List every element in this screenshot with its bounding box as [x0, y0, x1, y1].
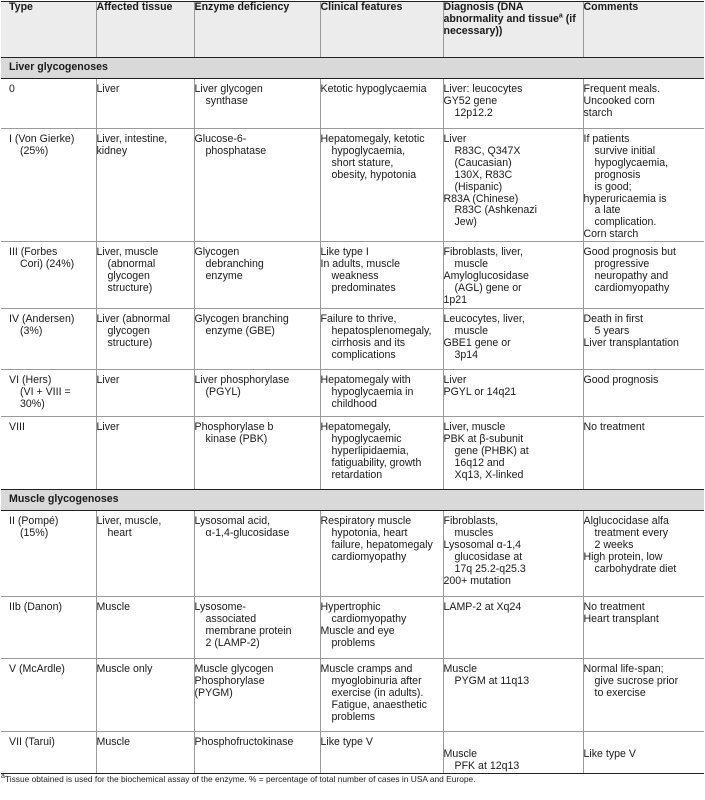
cell-line: (3%)	[20, 325, 43, 338]
cell-line: Amyloglucosidase	[443, 269, 529, 282]
cell-line: debranching	[205, 258, 264, 271]
section-title-muscle: Muscle glycogenoses	[1, 490, 704, 511]
clinical-cell	[320, 511, 443, 597]
cell-line: Fatigue, anaesthetic	[331, 698, 427, 711]
cell-line: 12p12.2	[454, 106, 493, 119]
cell-line: Phosphofructokinase	[194, 736, 294, 749]
cell-line: 0	[9, 83, 15, 95]
comments-cell	[583, 417, 704, 490]
type-cell	[1, 242, 96, 309]
cell-line: Hepatomegaly,	[320, 421, 391, 434]
cell-line: prognosis	[594, 168, 641, 181]
enzyme-cell	[194, 417, 320, 490]
cell-line: VII (Tarui)	[9, 736, 55, 749]
cell-line: PGYL or 14q21	[443, 386, 517, 399]
enzyme-cell	[194, 79, 320, 129]
cell-line: High protein, low	[583, 550, 663, 563]
cell-line: exercise (in adults).	[331, 686, 424, 699]
cell-line: Lysosomal acid,	[194, 515, 271, 528]
cell-line: Glycogen	[194, 246, 240, 259]
cell-line: failure, hepatomegaly	[331, 538, 433, 551]
clinical-cell	[320, 129, 443, 242]
cell-line: Failure to thrive,	[320, 313, 397, 326]
cell-line: Muscle cramps and	[320, 663, 413, 676]
cell-line: problems	[331, 710, 376, 723]
enzyme-cell	[194, 659, 320, 732]
cell-line: Like type I	[320, 246, 369, 259]
cell-line: PYGM at 11q13	[454, 675, 530, 688]
tissue-cell	[96, 732, 194, 774]
cell-line: heart	[107, 527, 132, 540]
cell-line: Hypertrophic	[320, 601, 381, 614]
type-cell	[1, 511, 96, 597]
cell-line: Muscle and eye	[320, 624, 395, 637]
cell-line: Phosphorylase	[194, 675, 265, 688]
cell-line: GY52 gene	[443, 94, 498, 107]
cell-line: myoglobinuria after	[331, 675, 422, 688]
comments-cell	[583, 242, 704, 309]
cell-line: starch	[583, 106, 613, 119]
cell-line: Uncooked corn	[583, 94, 655, 107]
enzyme-cell	[194, 511, 320, 597]
enzyme-cell	[194, 309, 320, 370]
table-row	[1, 597, 704, 659]
cell-line: Lysosome-	[194, 601, 246, 614]
cell-line: If patients	[583, 133, 630, 145]
cell-line: kidney	[96, 144, 128, 157]
cell-line: complications	[331, 348, 396, 361]
section-title-liver: Liver glycogenoses	[1, 58, 704, 79]
header-tissue: Affected tissue	[96, 2, 194, 58]
cell-line: Glycogen branching	[194, 313, 289, 326]
cell-line: hepatosplenomegaly,	[331, 325, 432, 338]
comments-cell	[583, 732, 704, 774]
cell-line: PBK at β-subunit	[443, 433, 524, 446]
tissue-cell	[96, 309, 194, 370]
cell-line: treatment every	[594, 527, 669, 540]
cell-line: Hepatomegaly, ketotic	[320, 133, 425, 145]
cell-line: is good;	[594, 180, 632, 193]
comments-cell	[583, 129, 704, 242]
cell-line: IIb (Danon)	[9, 601, 62, 614]
cell-line: carbohydrate diet	[594, 562, 677, 575]
tissue-cell	[96, 659, 194, 732]
cell-line: 17q 25.2-q25.3	[454, 562, 526, 575]
cell-line: childhood	[331, 397, 377, 410]
type-cell	[1, 732, 96, 774]
cell-line: weakness	[331, 269, 379, 282]
diagnosis-cell	[443, 370, 583, 417]
cell-line: Liver, muscle,	[96, 515, 162, 528]
enzyme-cell	[194, 370, 320, 417]
cell-line: membrane protein	[205, 624, 292, 637]
cell-line: cardiomyopathy	[594, 281, 670, 294]
cell-line: hypotonia, heart	[331, 527, 408, 540]
header-clinical: Clinical features	[320, 2, 443, 58]
cell-line: hypoglycaemia in	[331, 386, 414, 399]
cell-line: (PYGM)	[194, 686, 233, 699]
cell-line: α-1,4-glucosidase	[205, 527, 290, 540]
header-diagnosis: Diagnosis (DNA abnormality and tissue$^a$ (if necessary))	[443, 2, 583, 58]
cell-line: Glucose-6-	[194, 133, 247, 145]
cell-line: Like type V	[583, 748, 636, 761]
cell-line: progressive	[594, 258, 650, 271]
enzyme-cell	[194, 242, 320, 309]
tissue-cell	[96, 417, 194, 490]
cell-line: Heart transplant	[583, 613, 659, 626]
tissue-cell	[96, 597, 194, 659]
type-cell	[1, 79, 96, 129]
cell-line: survive initial	[594, 144, 656, 157]
cell-line: hyperuricaemia is	[583, 192, 667, 205]
cell-line: No treatment	[583, 421, 645, 434]
cell-line: III (Forbes	[9, 246, 58, 259]
cell-line: Liver	[443, 133, 467, 145]
diagnosis-cell	[443, 129, 583, 242]
header-comments: Comments	[583, 2, 704, 58]
cell-line: 30%)	[20, 397, 45, 410]
header-type: Type	[1, 2, 96, 58]
comments-cell	[583, 511, 704, 597]
table-row	[1, 79, 704, 129]
cell-line: associated	[205, 613, 257, 626]
cell-line: hypoglycaemia,	[331, 144, 406, 157]
cell-line: glycogen	[107, 269, 150, 282]
cell-line: R83A (Chinese)	[443, 192, 519, 205]
comments-cell	[583, 659, 704, 732]
cell-line: V (McArdle)	[9, 663, 65, 676]
cell-line: Ketotic hypoglycaemia	[320, 83, 427, 95]
cell-line: (Caucasian)	[454, 156, 512, 169]
cell-line: 1p21	[443, 293, 468, 306]
type-cell	[1, 129, 96, 242]
cell-line: 3p14	[454, 348, 479, 361]
cell-line: (Hispanic)	[454, 180, 503, 193]
table-row	[1, 732, 704, 774]
cell-line: Muscle only	[96, 663, 153, 676]
cell-line: Lysosomal α-1,4	[443, 538, 522, 551]
cell-line: neuropathy and	[594, 269, 669, 282]
diagnosis-cell	[443, 417, 583, 490]
header-enzyme: Enzyme deficiency	[194, 2, 320, 58]
cell-line: hypoglycaemia,	[594, 156, 669, 169]
cell-line: Good prognosis	[583, 374, 659, 387]
cell-line: Respiratory muscle	[320, 515, 412, 528]
cell-line: VIII	[9, 421, 25, 434]
cell-line: muscles	[454, 527, 494, 540]
cell-line: Normal life-span;	[583, 663, 664, 676]
section-row	[1, 58, 704, 79]
comments-cell	[583, 309, 704, 370]
cell-line: IV (Andersen)	[9, 313, 75, 326]
cell-line: 130X, R83C	[454, 168, 513, 181]
tissue-cell	[96, 242, 194, 309]
comments-cell	[583, 79, 704, 129]
tissue-cell	[96, 370, 194, 417]
cell-line: cardiomyopathy	[331, 550, 407, 563]
cell-line: 16q12 and	[454, 456, 505, 469]
cell-line: R83C (Ashkenazi	[454, 204, 537, 217]
cell-line: give sucrose prior	[594, 675, 679, 688]
cell-line: to exercise	[594, 686, 646, 699]
cell-line: Fibroblasts,	[443, 515, 499, 528]
cell-line: cardiomyopathy	[331, 613, 407, 626]
clinical-cell	[320, 732, 443, 774]
cell-line: LAMP-2 at Xq24	[443, 601, 522, 614]
cell-line: Frequent meals.	[583, 83, 661, 95]
cell-line: Liver	[443, 374, 467, 387]
cell-line: Liver glycogen	[194, 83, 263, 95]
cell-line: Liver: leucocytes	[443, 83, 523, 95]
cell-line: GBE1 gene or	[443, 336, 511, 349]
cell-line: synthase	[205, 94, 248, 107]
enzyme-cell	[194, 129, 320, 242]
cell-line: enzyme	[205, 269, 243, 282]
table-row	[1, 129, 704, 242]
table-row	[1, 659, 704, 732]
cell-line: Jew)	[454, 216, 477, 229]
cell-line: VI (Hers)	[9, 374, 52, 387]
comments-cell	[583, 597, 704, 659]
cell-line: (AGL) gene or	[454, 281, 522, 294]
tissue-cell	[96, 129, 194, 242]
cell-line: short stature,	[331, 156, 394, 169]
diagnosis-cell	[443, 79, 583, 129]
cell-line: (25%)	[20, 144, 49, 157]
cell-line: (PGYL)	[205, 386, 241, 399]
footnote: $^a$Tissue obtained is used for the biochemical assay of the enzyme. % = percentage of total number of cases in USA and Europe.	[1, 773, 704, 785]
cell-line: Muscle	[96, 736, 131, 749]
cell-line: predominates	[331, 281, 396, 294]
cell-line: Xq13, X-linked	[454, 468, 524, 481]
cell-line: enzyme (GBE)	[205, 325, 275, 338]
diagnosis-cell	[443, 242, 583, 309]
cell-line: Muscle	[96, 601, 131, 614]
cell-line: cirrhosis and its	[331, 336, 406, 349]
cell-line: Liver, muscle	[443, 421, 506, 434]
cell-line: Like type V	[320, 736, 373, 749]
cell-line: Good prognosis but	[583, 246, 676, 259]
tissue-cell	[96, 511, 194, 597]
cell-line: Liver, intestine,	[96, 133, 168, 145]
cell-line: glucosidase at	[454, 550, 523, 563]
enzyme-cell	[194, 597, 320, 659]
header-row	[1, 2, 704, 58]
cell-line: Liver	[96, 83, 120, 95]
table-row	[1, 309, 704, 370]
cell-line: (VI + VIII =	[20, 386, 71, 399]
type-cell	[1, 597, 96, 659]
comments-cell	[583, 370, 704, 417]
cell-line: Liver	[96, 421, 120, 434]
cell-line: muscle	[454, 258, 489, 271]
type-cell	[1, 659, 96, 732]
cell-line: structure)	[107, 281, 153, 294]
cell-line: II (Pompé)	[9, 515, 59, 528]
cell-line: I (Von Gierke)	[9, 133, 75, 145]
cell-line: Muscle	[443, 748, 478, 761]
clinical-cell	[320, 79, 443, 129]
clinical-cell	[320, 597, 443, 659]
cell-line: 5 years	[594, 325, 630, 338]
table-row	[1, 511, 704, 597]
cell-line: 2 weeks	[594, 538, 634, 551]
cell-line: Muscle	[443, 663, 478, 676]
type-cell	[1, 417, 96, 490]
cell-line: problems	[331, 636, 376, 649]
table-row	[1, 370, 704, 417]
cell-line: Phosphorylase b	[194, 421, 274, 434]
cell-line: complication.	[594, 216, 657, 229]
cell-line: Liver transplantation	[583, 336, 679, 349]
cell-line: Hepatomegaly with	[320, 374, 411, 387]
cell-line: phosphatase	[205, 144, 267, 157]
cell-line: structure)	[107, 336, 153, 349]
cell-line: No treatment	[583, 601, 645, 614]
cell-line: Liver (abnormal	[96, 313, 171, 326]
clinical-cell	[320, 417, 443, 490]
cell-line: obesity, hypotonia	[331, 168, 417, 181]
cell-line: 2 (LAMP-2)	[205, 636, 260, 649]
cell-line: hyperlipidaemia,	[331, 444, 409, 457]
cell-line: Liver	[96, 374, 120, 387]
table-row	[1, 242, 704, 309]
diagnosis-cell	[443, 511, 583, 597]
clinical-cell	[320, 659, 443, 732]
glycogenoses-table	[1, 1, 704, 786]
clinical-cell	[320, 309, 443, 370]
cell-line: Leucocytes, liver,	[443, 313, 525, 326]
clinical-cell	[320, 242, 443, 309]
cell-line: Muscle glycogen	[194, 663, 274, 676]
diagnosis-cell	[443, 659, 583, 732]
cell-line: retardation	[331, 468, 383, 481]
tissue-cell	[96, 79, 194, 129]
cell-line: R83C, Q347X	[454, 144, 521, 157]
type-cell	[1, 370, 96, 417]
cell-line: Death in first	[583, 313, 643, 326]
type-cell	[1, 309, 96, 370]
cell-line: gene (PHBK) at	[454, 444, 529, 457]
cell-line: Cori) (24%)	[20, 258, 75, 271]
cell-line: kinase (PBK)	[205, 433, 268, 446]
diagnosis-cell	[443, 597, 583, 659]
cell-line: fatiguability, growth	[331, 456, 422, 469]
table-row	[1, 417, 704, 490]
cell-line: muscle	[454, 325, 489, 338]
cell-line: Corn starch	[583, 228, 639, 241]
cell-line: PFK at 12q13	[454, 759, 520, 772]
clinical-cell	[320, 370, 443, 417]
cell-line: Alglucocidase alfa	[583, 515, 669, 528]
cell-line: Fibroblasts, liver,	[443, 246, 523, 259]
cell-line: a late	[594, 204, 621, 217]
cell-line: (abnormal	[107, 258, 156, 271]
diagnosis-cell	[443, 732, 583, 774]
cell-line: Liver, muscle	[96, 246, 159, 259]
diagnosis-cell	[443, 309, 583, 370]
cell-line: hypoglycaemic	[331, 433, 402, 446]
enzyme-cell	[194, 732, 320, 774]
cell-line: (15%)	[20, 527, 49, 540]
footnote-row	[1, 773, 704, 785]
cell-line: glycogen	[107, 325, 150, 338]
cell-line: In adults, muscle	[320, 258, 400, 271]
cell-line: 200+ mutation	[443, 574, 511, 587]
section-row	[1, 490, 704, 511]
cell-line: Liver phosphorylase	[194, 374, 290, 387]
